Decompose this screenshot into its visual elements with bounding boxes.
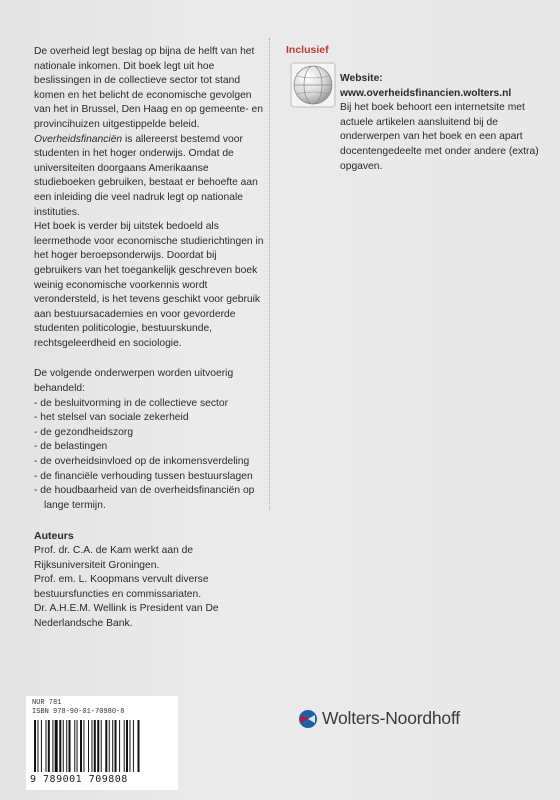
intro-text-3: Het boek is verder bij uitstek bedoeld als leermethode voor economische studierichtingen in het hoger beroepsonderwijs. Doordat bij gebruikers van het toegankelijk geschreven boek weinig economische voorkennis wordt verondersteld, is het tevens geschikt voor gebruik aan bestuursacademies en voor gevorderde studenten politicologie, bestuurskunde, rechtsgeleerdheid en sociologie. [34, 221, 264, 349]
globe-icon [290, 62, 336, 108]
topics-list [34, 397, 264, 514]
barcode-bars [34, 720, 172, 772]
authors-heading: Auteurs [34, 530, 74, 543]
barcode-bar [138, 720, 140, 772]
barcode-bar [129, 720, 130, 772]
barcode-label [26, 696, 178, 790]
topic-item: - de besluitvorming in de collectieve sector [34, 397, 264, 412]
barcode-bar [46, 720, 47, 772]
publisher-logo-icon [298, 709, 318, 729]
topic-item: - het stelsel van sociale zekerheid [34, 411, 264, 426]
barcode-bar [66, 720, 67, 772]
intro-paragraph-1 [34, 45, 264, 351]
website-url[interactable]: www.overheidsfinancien.wolters.nl [340, 87, 512, 99]
website-label: Website: [340, 73, 383, 84]
intro-text-1: De overheid legt beslag op bijna de helft van het nationale inkomen. Dit boek legt uit hoe beslissingen in de collectieve sector tot stand komen en het belicht de economische gevolgen van het in Brussel, Den Haag en op gemeente- en provincihuizen uitgestippelde beleid. [34, 46, 263, 130]
inclusief-label: Inclusief [286, 44, 329, 56]
barcode-bar [48, 720, 50, 772]
barcode-bar [63, 720, 64, 772]
author-line: Prof. dr. C.A. de Kam werkt aan de Rijksuniversiteit Groningen. [34, 545, 194, 571]
intro-text-2: is allereerst bestemd voor studenten in het hoger onderwijs. Omdat de universiteiten doorgaans Amerikaanse studieboeken gebruiken, bestaat er behoefte aan een inleiding die veel nadruk legt op nationale instituties. [34, 133, 258, 218]
barcode-bar [119, 720, 120, 772]
barcode-bar [115, 720, 117, 772]
author-line: Dr. A.H.E.M. Wellink is President van De Nederlandsche Bank. [34, 603, 219, 629]
barcode-number: 9 789001 709808 [30, 774, 128, 785]
topic-item: - de houdbaarheid van de overheidsfinanciën op lange termijn. [34, 484, 264, 513]
barcode-bar [94, 720, 96, 772]
barcode-bar [55, 720, 58, 772]
barcode-bar [92, 720, 93, 772]
website-info [340, 72, 540, 174]
barcode-bar [77, 720, 78, 772]
barcode-bar [126, 720, 128, 772]
author-line: Prof. em. L. Koopmans vervult diverse bestuursfuncties en commissariaten. [34, 574, 209, 600]
barcode-bar [133, 720, 134, 772]
barcode-bar [124, 720, 125, 772]
barcode-bar [59, 720, 61, 772]
nur-code: NUR 781 [32, 699, 62, 707]
barcode-bar [101, 720, 102, 772]
publisher-name: Wolters-Noordhoff [322, 708, 460, 728]
column-divider [269, 38, 270, 510]
topic-item: - de financiële verhouding tussen bestuurslagen [34, 470, 264, 485]
barcode-bar [52, 720, 53, 772]
topic-item: - de belastingen [34, 440, 264, 455]
barcode-bar [69, 720, 71, 772]
barcode-bar [41, 720, 42, 772]
website-description: Bij het boek behoort een internetsite met actuele artikelen aansluitend bij de onderwerpen van het boek en een apart docentengedeelte met onder andere (extra) opgaven. [340, 102, 539, 172]
barcode-bar [109, 720, 110, 772]
barcode-bar [80, 720, 82, 772]
barcode-bar [97, 720, 99, 772]
topic-item: - de overheidsinvloed op de inkomensverdeling [34, 455, 264, 470]
barcode-bar [37, 720, 38, 772]
description-column [34, 45, 264, 632]
isbn-code: ISBN 978-90-01-70980-8 [32, 708, 125, 716]
barcode-bar [74, 720, 75, 772]
barcode-bar [112, 720, 113, 772]
topics-intro: De volgende onderwerpen worden uitvoerig behandeld: [34, 368, 234, 395]
barcode-bar [83, 720, 84, 772]
barcode-bar [105, 720, 107, 772]
topic-item: - de gezondheidszorg [34, 426, 264, 441]
inclusief-header [286, 43, 536, 58]
book-title-italic: Overheidsfinanciën [34, 133, 123, 145]
barcode-bar [34, 720, 36, 772]
barcode-bar [88, 720, 89, 772]
publisher-logo [298, 708, 460, 729]
